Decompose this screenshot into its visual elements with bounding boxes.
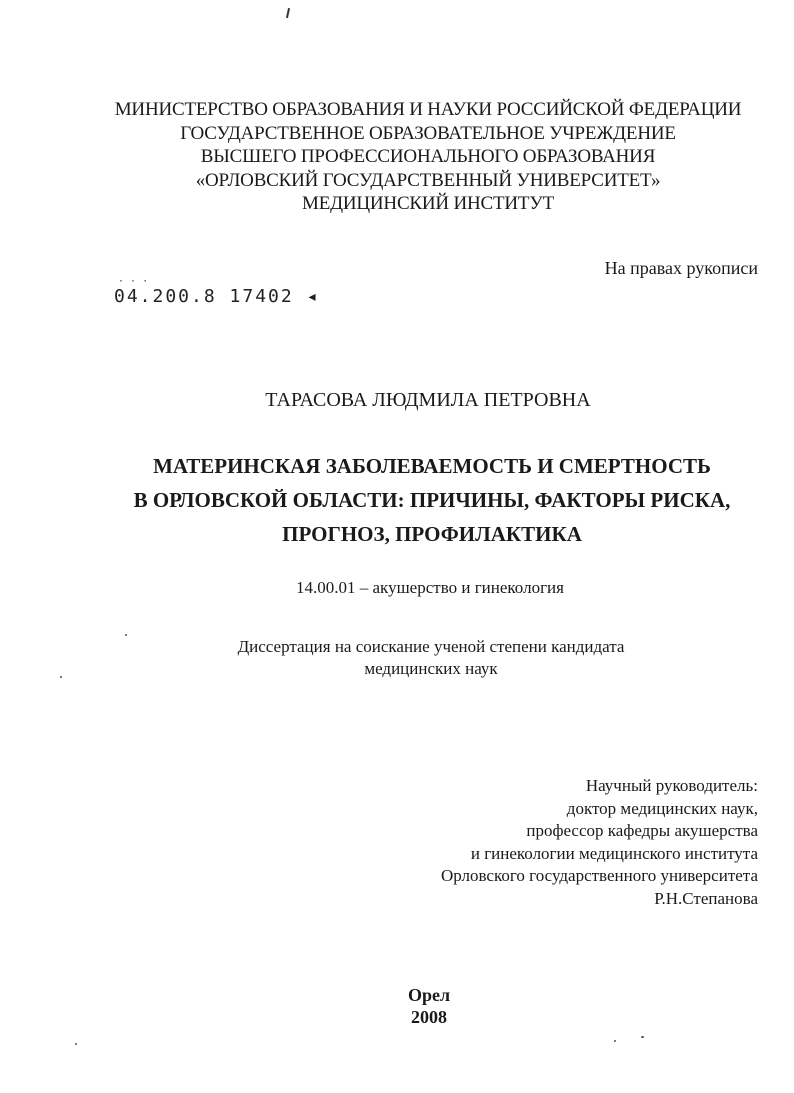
title-line-2: В ОРЛОВСКОЙ ОБЛАСТИ: ПРИЧИНЫ, ФАКТОРЫ РИСКА, xyxy=(133,488,731,512)
supervisor-degree: доктор медицинских наук, xyxy=(566,798,758,818)
stamp-number-text: 04.200.8 17402 xyxy=(114,286,294,307)
supervisor-name: Р.Н.Степанова xyxy=(654,888,758,908)
stamp-bullet-icon: ◂ xyxy=(306,286,320,307)
dissertation-title xyxy=(0,449,794,551)
stamp-dots: · · · xyxy=(118,276,149,287)
header-line-state-institution: ГОСУДАРСТВЕННОЕ ОБРАЗОВАТЕЛЬНОЕ УЧРЕЖДЕНИЕ xyxy=(180,122,676,144)
header-line-higher-education: ВЫСШЕГО ПРОФЕССИОНАЛЬНОГО ОБРАЗОВАНИЯ xyxy=(200,146,656,167)
scan-speck xyxy=(75,1043,77,1045)
supervisor-position: профессор кафедры акушерства xyxy=(526,821,758,840)
header-line-ministry: МИНИСТЕРСТВО ОБРАЗОВАНИЯ И НАУКИ РОССИЙСКОЙ ФЕДЕРАЦИИ xyxy=(114,99,742,120)
institution-header xyxy=(0,98,794,216)
year: 2008 xyxy=(411,1007,447,1027)
scientific-supervisor xyxy=(441,775,758,910)
manuscript-rights-note: На правах рукописи xyxy=(604,258,758,278)
scan-artifact-mark xyxy=(286,8,290,18)
supervisor-department: и гинекологии медицинского института xyxy=(470,843,758,863)
author-name: ТАРАСОВА ЛЮДМИЛА ПЕТРОВНА xyxy=(265,389,591,411)
degree-line-2: медицинских наук xyxy=(364,659,498,678)
scan-speck xyxy=(60,676,62,678)
scan-speck xyxy=(614,1040,616,1042)
supervisor-heading: Научный руководитель: xyxy=(585,776,758,795)
library-stamp-number xyxy=(114,276,320,307)
dissertation-degree xyxy=(0,636,794,680)
specialty-code: 14.00.01 – акушерство и гинекология xyxy=(296,578,564,597)
city: Орел xyxy=(407,985,451,1005)
degree-line-1: Диссертация на соискание ученой степени кандидата xyxy=(237,637,625,656)
title-line-3: ПРОГНОЗ, ПРОФИЛАКТИКА xyxy=(282,522,582,546)
supervisor-university: Орловского государственного университета xyxy=(440,866,758,885)
place-and-year xyxy=(0,984,794,1028)
header-line-medical-institute: МЕДИЦИНСКИЙ ИНСТИТУТ xyxy=(302,193,554,214)
header-line-university: «ОРЛОВСКИЙ ГОСУДАРСТВЕННЫЙ УНИВЕРСИТЕТ» xyxy=(195,169,661,191)
scan-speck xyxy=(641,1036,644,1038)
scan-speck xyxy=(125,634,127,636)
title-line-1: МАТЕРИНСКАЯ ЗАБОЛЕВАЕМОСТЬ И СМЕРТНОСТЬ xyxy=(153,454,711,478)
